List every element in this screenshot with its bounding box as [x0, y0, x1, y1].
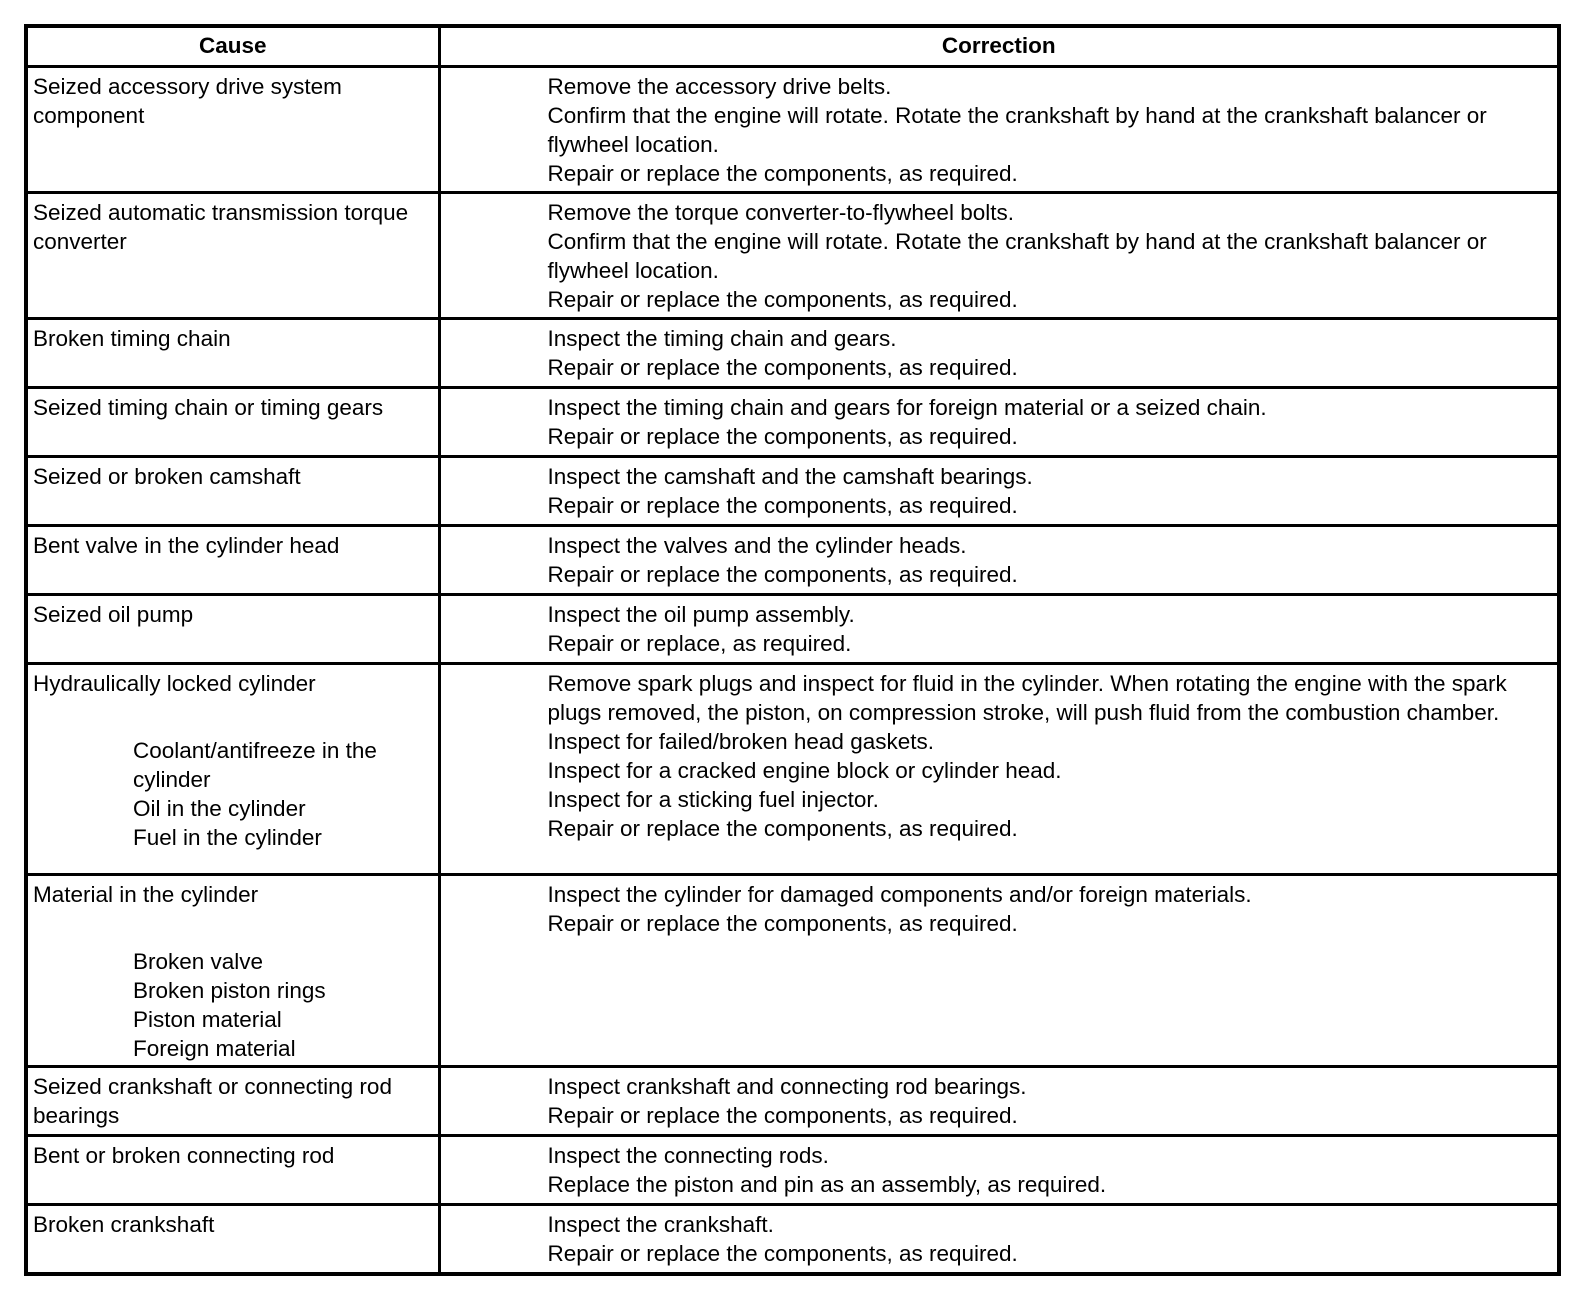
correction-step: Inspect the connecting rods. — [547, 1143, 829, 1168]
correction-step: Inspect for a sticking fuel injector. — [547, 787, 879, 812]
correction-cell — [439, 319, 1559, 388]
table-row — [26, 193, 1559, 319]
sub-cause-item: Coolant/antifreeze in the cylinder — [133, 738, 377, 792]
table-row — [26, 319, 1559, 388]
cause-text: Seized oil pump — [33, 602, 194, 627]
correction-step: Repair or replace the components, as required. — [547, 562, 1018, 587]
cause-cell — [26, 526, 439, 595]
correction-step: Repair or replace the components, as required. — [547, 816, 1018, 841]
cause-text: Broken timing chain — [33, 326, 231, 351]
cause-cell — [26, 457, 439, 526]
correction-step: Inspect the timing chain and gears. — [547, 326, 897, 351]
sub-cause-list — [33, 736, 434, 852]
table-row — [26, 1067, 1559, 1136]
sub-cause-item: Foreign material — [133, 1036, 296, 1061]
cause-text: Seized or broken camshaft — [33, 464, 301, 489]
correction-step: Inspect the crankshaft. — [547, 1212, 774, 1237]
cause-text: Hydraulically locked cylinder — [33, 671, 316, 696]
correction-cell — [439, 526, 1559, 595]
cause-cell — [26, 319, 439, 388]
correction-step: Remove the accessory drive belts. — [547, 74, 892, 99]
cause-cell — [26, 664, 439, 875]
sub-cause-item: Oil in the cylinder — [133, 796, 306, 821]
correction-cell — [439, 595, 1559, 664]
correction-cell — [439, 875, 1559, 1067]
correction-step: Inspect the timing chain and gears for foreign material or a seized chain. — [547, 395, 1267, 420]
cause-text: Bent valve in the cylinder head — [33, 533, 340, 558]
cause-column-header: Cause — [26, 26, 439, 67]
correction-step: Confirm that the engine will rotate. Rotate the crankshaft by hand at the crankshaft balancer or flywheel location. — [547, 229, 1487, 283]
table-header — [26, 26, 1559, 67]
table-row — [26, 875, 1559, 1067]
correction-step: Repair or replace the components, as required. — [547, 493, 1018, 518]
cause-text: Material in the cylinder — [33, 882, 259, 907]
correction-step: Inspect for a cracked engine block or cylinder head. — [547, 758, 1062, 783]
correction-step: Remove spark plugs and inspect for fluid in the cylinder. When rotating the engine with the spark plugs removed, the piston, on compression stroke, will push fluid from the combustion chamber. — [547, 671, 1507, 725]
table-row — [26, 664, 1559, 875]
correction-step: Inspect crankshaft and connecting rod bearings. — [547, 1074, 1027, 1099]
table-row — [26, 526, 1559, 595]
cause-cell — [26, 1067, 439, 1136]
correction-cell — [439, 1205, 1559, 1274]
correction-step: Inspect the valves and the cylinder heads. — [547, 533, 967, 558]
cause-cell — [26, 193, 439, 319]
correction-step: Repair or replace the components, as required. — [547, 161, 1018, 186]
correction-step: Repair or replace the components, as required. — [547, 355, 1018, 380]
table-row — [26, 67, 1559, 193]
correction-column-header: Correction — [439, 26, 1559, 67]
sub-cause-item: Piston material — [133, 1007, 282, 1032]
correction-cell — [439, 457, 1559, 526]
correction-step: Remove the torque converter-to-flywheel bolts. — [547, 200, 1014, 225]
correction-cell — [439, 664, 1559, 875]
header-row — [26, 26, 1559, 67]
correction-cell — [439, 67, 1559, 193]
table-body — [26, 67, 1559, 1274]
correction-step: Inspect the oil pump assembly. — [547, 602, 855, 627]
cause-cell — [26, 1136, 439, 1205]
table-row — [26, 388, 1559, 457]
correction-cell — [439, 193, 1559, 319]
cause-text: Seized accessory drive system component — [33, 74, 342, 128]
cause-text: Seized timing chain or timing gears — [33, 395, 384, 420]
cause-cell — [26, 595, 439, 664]
cause-cell — [26, 388, 439, 457]
table-row — [26, 1205, 1559, 1274]
cause-text: Broken crankshaft — [33, 1212, 215, 1237]
cause-text: Seized automatic transmission torque converter — [33, 200, 409, 254]
correction-step: Repair or replace the components, as required. — [547, 424, 1018, 449]
correction-step: Inspect for failed/broken head gaskets. — [547, 729, 934, 754]
cause-cell — [26, 67, 439, 193]
cause-text: Seized crankshaft or connecting rod bearings — [33, 1074, 392, 1128]
correction-step: Repair or replace the components, as required. — [547, 911, 1018, 936]
correction-cell — [439, 1067, 1559, 1136]
correction-cell — [439, 1136, 1559, 1205]
sub-cause-list — [33, 947, 434, 1063]
correction-step: Repair or replace the components, as required. — [547, 1103, 1018, 1128]
table-row — [26, 457, 1559, 526]
correction-step: Inspect the camshaft and the camshaft bearings. — [547, 464, 1033, 489]
sub-cause-item: Broken valve — [133, 949, 264, 974]
diagnostic-table — [24, 24, 1561, 1276]
correction-step: Replace the piston and pin as an assembly, as required. — [547, 1172, 1107, 1197]
correction-step: Repair or replace, as required. — [547, 631, 852, 656]
correction-step: Repair or replace the components, as required. — [547, 1241, 1018, 1266]
correction-step: Repair or replace the components, as required. — [547, 287, 1018, 312]
correction-step: Inspect the cylinder for damaged components and/or foreign materials. — [547, 882, 1252, 907]
sub-cause-item: Broken piston rings — [133, 978, 326, 1003]
cause-text: Bent or broken connecting rod — [33, 1143, 335, 1168]
correction-cell — [439, 388, 1559, 457]
table-row — [26, 595, 1559, 664]
cause-cell — [26, 875, 439, 1067]
correction-step: Confirm that the engine will rotate. Rotate the crankshaft by hand at the crankshaft balancer or flywheel location. — [547, 103, 1487, 157]
table-row — [26, 1136, 1559, 1205]
cause-cell — [26, 1205, 439, 1274]
sub-cause-item: Fuel in the cylinder — [133, 825, 322, 850]
